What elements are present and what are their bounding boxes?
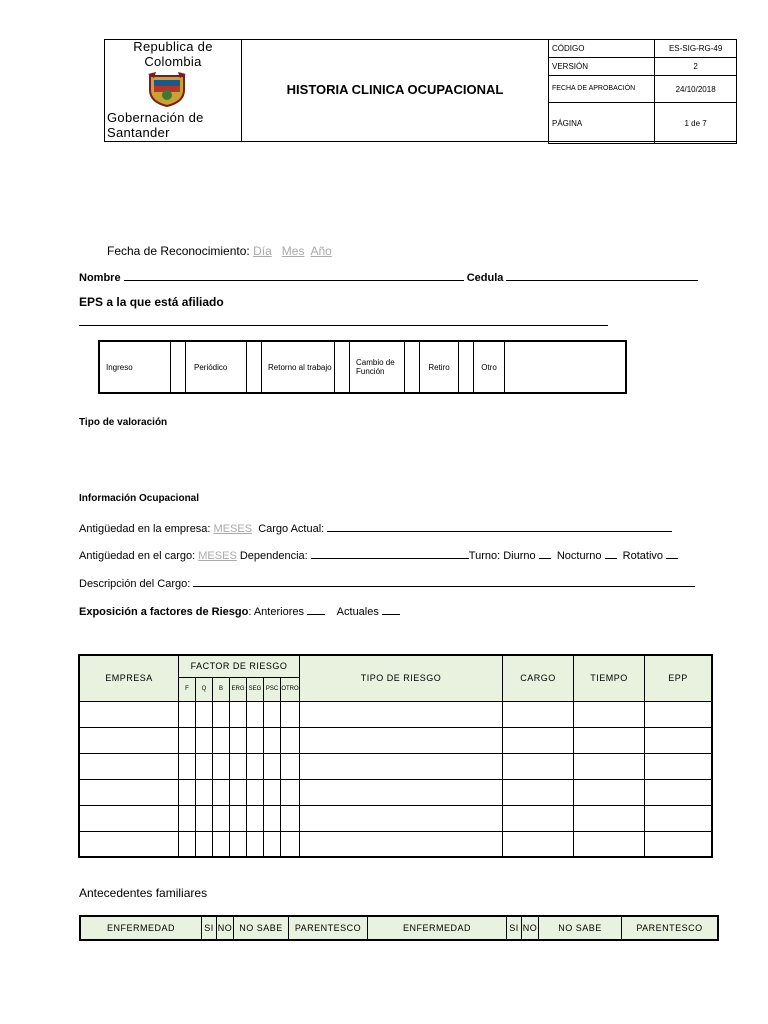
company-months-field[interactable]: MESES: [213, 523, 253, 535]
role-row: [79, 548, 709, 562]
night-label: Nocturno: [556, 550, 602, 562]
type-periodico: Periódico: [186, 341, 247, 393]
day-shift-input[interactable]: [539, 548, 551, 559]
valuation-title: Tipo de valoración: [79, 417, 168, 428]
description-row: [79, 576, 709, 590]
version-label: VERSIÓN: [549, 58, 655, 76]
name-input[interactable]: [124, 270, 464, 281]
shift-label: Turno: Diurno: [468, 550, 536, 562]
occupational-title: Información Ocupacional: [79, 493, 200, 504]
month-field[interactable]: Mes: [281, 244, 305, 258]
dependency-input[interactable]: [311, 548, 469, 559]
recognition-label: Fecha de Reconocimiento:: [107, 244, 250, 258]
fam-col-yes-1: SI: [202, 916, 217, 940]
type-retiro-box[interactable]: [459, 341, 474, 393]
recognition-row: [107, 244, 332, 258]
page-value: 1 de 7: [655, 103, 737, 144]
col-time: TIEMPO: [574, 655, 645, 701]
table-row[interactable]: [79, 701, 712, 727]
valuation-type-table: [98, 340, 627, 394]
company-seniority-label: Antigüedad en la empresa:: [79, 523, 211, 535]
col-epp: EPP: [645, 655, 713, 701]
current-input[interactable]: [382, 604, 400, 615]
type-retorno: Retorno al trabajo: [262, 341, 335, 393]
factor-erg: ERG: [230, 677, 247, 701]
factor-f: F: [179, 677, 196, 701]
type-retorno-box[interactable]: [335, 341, 350, 393]
page-title: HISTORIA CLINICA OCUPACIONAL: [286, 82, 504, 97]
current-role-input[interactable]: [327, 521, 672, 532]
approval-label: FECHA DE APROBACIÓN: [549, 76, 655, 103]
type-ingreso: Ingreso: [99, 341, 171, 393]
factor-seg: SEG: [247, 677, 264, 701]
fam-col-no-2: NO: [522, 916, 539, 940]
exposure-row: [79, 604, 709, 618]
id-input[interactable]: [506, 270, 698, 281]
exposure-label: Exposición a factores de Riesgo: [79, 606, 249, 618]
type-retiro: Retiro: [420, 341, 459, 393]
fam-col-unknown-2: NO SABE: [539, 916, 622, 940]
table-row[interactable]: [79, 805, 712, 831]
description-label: Descripción del Cargo:: [79, 578, 191, 590]
fam-col-relation-2: PARENTESCO: [622, 916, 719, 940]
family-title: Antecedentes familiares: [79, 886, 208, 900]
current-label: Actuales: [336, 606, 379, 618]
type-periodico-box[interactable]: [247, 341, 262, 393]
type-ingreso-box[interactable]: [171, 341, 186, 393]
night-shift-input[interactable]: [605, 548, 617, 559]
rotating-shift-input[interactable]: [666, 548, 678, 559]
role-months-field[interactable]: MESES: [198, 550, 237, 562]
rotating-label: Rotativo: [622, 550, 664, 562]
factor-q: Q: [196, 677, 213, 701]
coat-of-arms-icon: [146, 70, 188, 113]
risk-table: [78, 654, 713, 858]
table-row[interactable]: [79, 753, 712, 779]
fam-col-no-1: NO: [217, 916, 234, 940]
fam-col-unknown-1: NO SABE: [234, 916, 289, 940]
year-field[interactable]: Año: [310, 244, 332, 258]
version-value: 2: [655, 58, 737, 76]
table-row[interactable]: [79, 779, 712, 805]
factor-b: B: [213, 677, 230, 701]
fam-col-disease-1: ENFERMEDAD: [80, 916, 202, 940]
factor-otro: OTRO: [281, 677, 300, 701]
family-table: [79, 915, 719, 941]
previous-input[interactable]: [307, 604, 325, 615]
code-label: CÓDIGO: [549, 40, 655, 58]
meta-table: [548, 39, 737, 144]
day-field[interactable]: Día: [253, 244, 272, 258]
previous-label: : Anteriores: [248, 606, 304, 618]
risk-rows: [79, 701, 712, 857]
approval-value: 24/10/2018: [655, 76, 737, 103]
eps-label: EPS a la que está afiliado: [79, 295, 224, 309]
current-role-label: Cargo Actual:: [258, 523, 325, 535]
type-otro-box[interactable]: [505, 341, 627, 393]
fam-col-yes-2: SI: [507, 916, 522, 940]
type-otro: Otro: [474, 341, 505, 393]
governor-label: Gobernación de Santander: [107, 110, 204, 140]
code-value: ES-SIG-RG-49: [655, 40, 737, 58]
table-row[interactable]: [79, 831, 712, 857]
col-company: EMPRESA: [79, 655, 179, 701]
eps-input[interactable]: [79, 315, 608, 326]
type-cambio: Cambio de Función: [350, 341, 405, 393]
name-label: Nombre: [79, 272, 121, 284]
factor-psc: PSC: [264, 677, 281, 701]
name-row: [79, 270, 709, 284]
role-seniority-label: Antigüedad en el cargo:: [79, 550, 196, 562]
id-label: Cedula: [466, 272, 504, 284]
dependency-label: Dependencia:: [239, 550, 308, 562]
page-label: PÁGINA: [549, 103, 655, 144]
fam-col-relation-1: PARENTESCO: [289, 916, 368, 940]
republic-label: Republica de Colombia: [133, 39, 213, 69]
fam-col-disease-2: ENFERMEDAD: [368, 916, 507, 940]
description-input[interactable]: [193, 576, 695, 587]
table-row[interactable]: [79, 727, 712, 753]
col-role: CARGO: [503, 655, 574, 701]
col-risk-type: TIPO DE RIESGO: [300, 655, 503, 701]
col-factor: FACTOR DE RIESGO: [179, 655, 300, 677]
type-cambio-box[interactable]: [405, 341, 420, 393]
company-row: [79, 521, 709, 535]
